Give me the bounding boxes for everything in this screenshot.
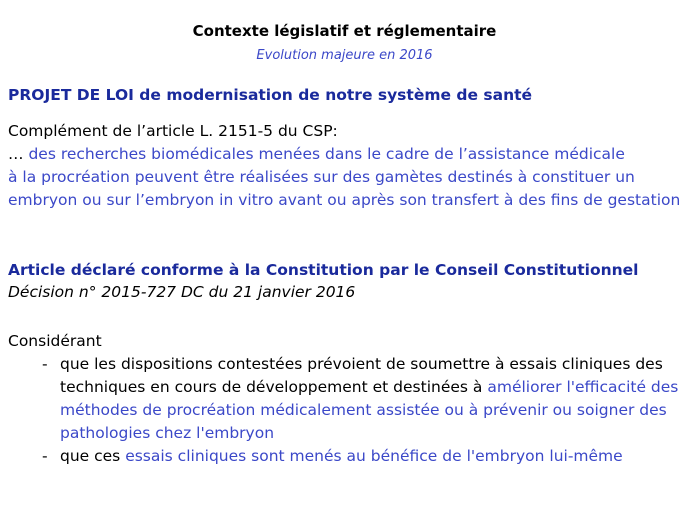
constitution-section: [8, 259, 680, 304]
decision-reference: Décision n° 2015-727 DC du 21 janvier 2016: [8, 283, 356, 301]
article-line-2: à la procréation peuvent être réalisées sur des gamètes destinés à constituer un: [8, 168, 635, 186]
bullet2-highlight: essais cliniques sont menés au bénéfice de l'embryon lui-même: [125, 447, 623, 465]
considerant-intro: Considérant: [8, 332, 102, 350]
bullet1-line-2: [60, 376, 688, 399]
list-item: [8, 445, 688, 468]
constitution-heading: Article déclaré conforme à la Constitution par le Conseil Constitutionnel: [8, 261, 639, 279]
slide-title: Contexte législatif et réglementaire: [192, 22, 497, 40]
bullet1-line-1: que les dispositions contestées prévoient de soumettre à essais cliniques des: [60, 355, 663, 373]
bill-section: [8, 84, 680, 212]
bill-heading: PROJET DE LOI de modernisation de notre système de santé: [8, 86, 533, 104]
bullet2-prefix: que ces: [60, 447, 126, 465]
list-item: [8, 353, 688, 445]
bullet1-line-4: pathologies chez l'embryon: [60, 424, 275, 442]
bullet1-line-2-text: techniques en cours de développement et destinées à: [60, 378, 488, 396]
article-text-1: des recherches biomédicales menées dans le cadre de l’assistance médicale: [28, 145, 625, 163]
bullet-dash: -: [42, 355, 48, 373]
bullet1-line-2-highlight: améliorer l'efficacité des: [487, 378, 679, 396]
bullet2-line-1: [60, 445, 688, 468]
bullet1-line-3: méthodes de procréation médicalement assistée ou à prévenir ou soigner des: [60, 401, 667, 419]
slide-subtitle: Evolution majeure en 2016: [256, 48, 433, 63]
article-line-1: [8, 143, 680, 166]
ellipsis: …: [8, 145, 29, 163]
article-line-3: embryon ou sur l’embryon in vitro avant ou après son transfert à des fins de gestation: [8, 191, 681, 209]
considerant-section: [8, 330, 688, 468]
bullet-dash: -: [42, 447, 48, 465]
article-intro: Complément de l’article L. 2151-5 du CSP:: [8, 122, 338, 140]
